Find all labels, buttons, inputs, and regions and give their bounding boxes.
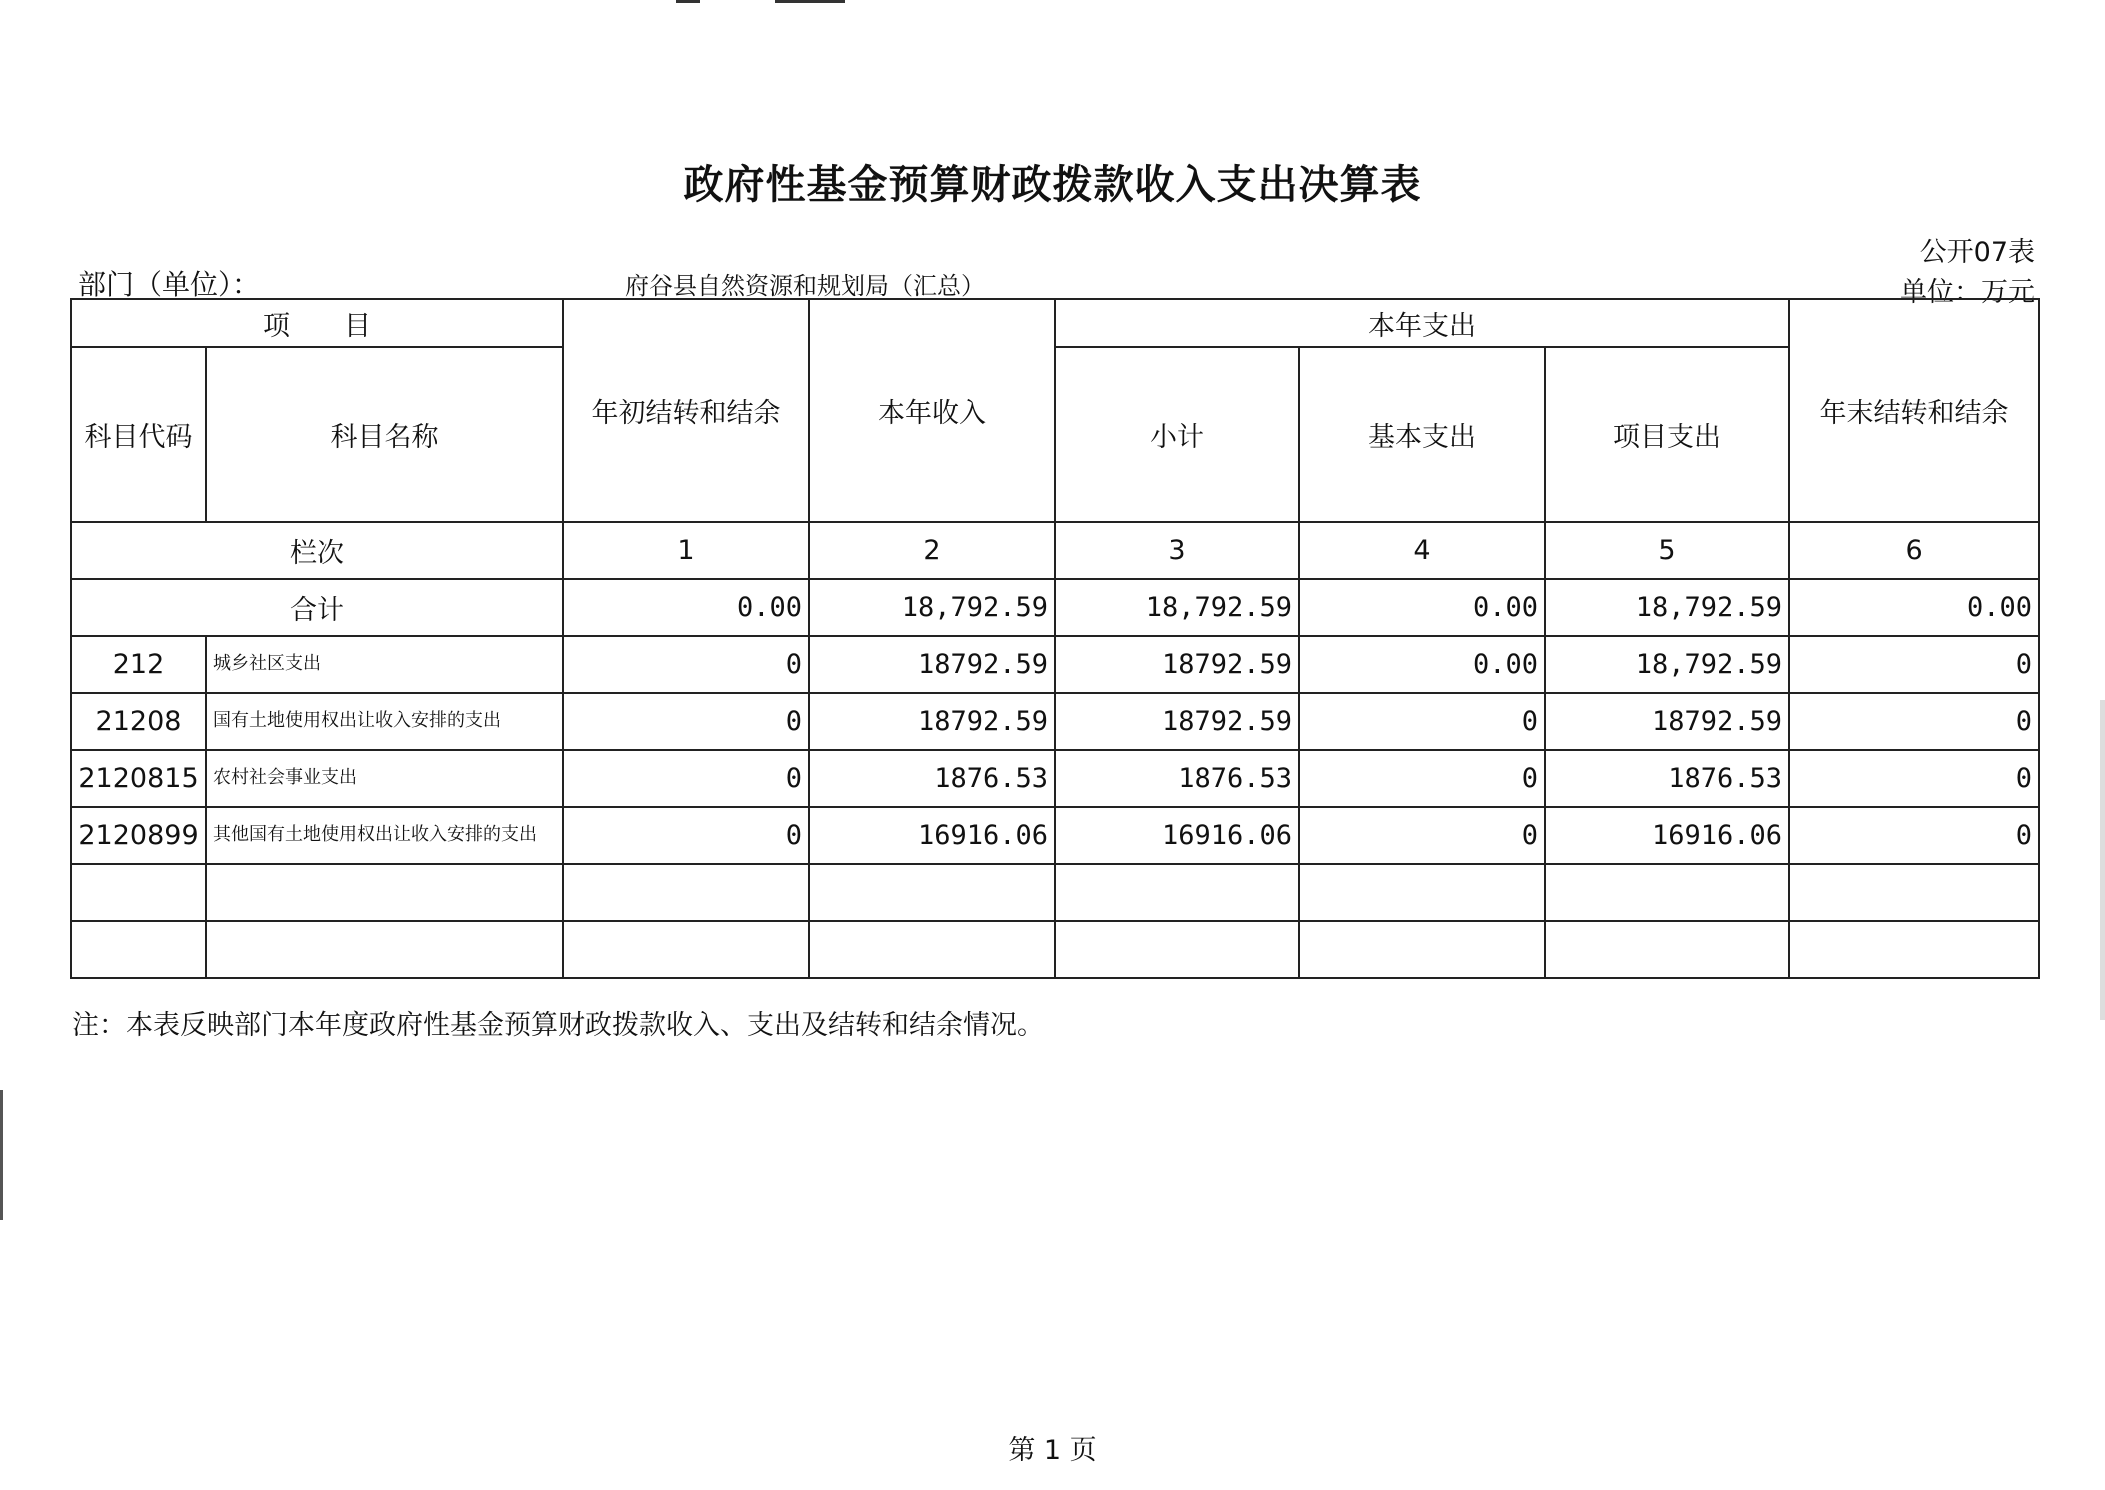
scan-mark — [676, 0, 700, 3]
row-end: 0 — [1789, 807, 2039, 864]
row-project-expense: 1876.53 — [1545, 750, 1789, 807]
scan-mark — [2100, 700, 2105, 1020]
empty-row — [71, 921, 2039, 978]
table-row — [71, 807, 2039, 864]
form-number: 公开07表 — [1919, 237, 2035, 268]
row-begin: 0 — [563, 636, 809, 693]
header-end-balance: 年末结转和结余 — [1789, 299, 2039, 522]
row-name: 其他国有土地使用权出让收入安排的支出 — [206, 807, 563, 864]
row-subtotal: 18792.59 — [1055, 636, 1299, 693]
row-end: 0 — [1789, 636, 2039, 693]
empty-row — [71, 864, 2039, 921]
report-table — [70, 298, 2040, 979]
row-name: 农村社会事业支出 — [206, 750, 563, 807]
empty-cell — [563, 864, 809, 921]
column-index: 4 — [1299, 522, 1545, 579]
row-income: 1876.53 — [809, 750, 1055, 807]
empty-cell — [1545, 864, 1789, 921]
empty-cell — [71, 921, 206, 978]
total-row — [71, 579, 2039, 636]
column-index-label: 栏次 — [71, 522, 563, 579]
empty-cell — [809, 864, 1055, 921]
total-project-expense: 18,792.59 — [1545, 579, 1789, 636]
empty-cell — [1299, 864, 1545, 921]
footnote: 注：本表反映部门本年度政府性基金预算财政拨款收入、支出及结转和结余情况。 — [72, 1010, 1044, 1041]
empty-cell — [1789, 921, 2039, 978]
row-basic: 0 — [1299, 750, 1545, 807]
row-basic: 0 — [1299, 807, 1545, 864]
empty-cell — [1789, 864, 2039, 921]
total-end: 0.00 — [1789, 579, 2039, 636]
total-subtotal: 18,792.59 — [1055, 579, 1299, 636]
row-subtotal: 1876.53 — [1055, 750, 1299, 807]
row-end: 0 — [1789, 693, 2039, 750]
table-row — [71, 636, 2039, 693]
empty-cell — [1545, 921, 1789, 978]
column-index: 6 — [1789, 522, 2039, 579]
header-project-expense: 项目支出 — [1545, 347, 1789, 522]
column-index: 5 — [1545, 522, 1789, 579]
row-end: 0 — [1789, 750, 2039, 807]
header-basic: 基本支出 — [1299, 347, 1545, 522]
row-code: 2120899 — [71, 807, 206, 864]
empty-cell — [1055, 864, 1299, 921]
row-project-expense: 18792.59 — [1545, 693, 1789, 750]
page-number: 第 1 页 — [1008, 1435, 1097, 1466]
row-begin: 0 — [563, 750, 809, 807]
scan-mark — [775, 0, 845, 3]
department-label: 部门（单位）： — [78, 268, 261, 301]
scan-mark — [0, 1090, 3, 1220]
header-income: 本年收入 — [809, 299, 1055, 522]
row-income: 18792.59 — [809, 693, 1055, 750]
empty-cell — [71, 864, 206, 921]
column-index-row — [71, 522, 2039, 579]
header-subtotal: 小计 — [1055, 347, 1299, 522]
column-index: 1 — [563, 522, 809, 579]
header-begin-balance: 年初结转和结余 — [563, 299, 809, 522]
row-basic: 0.00 — [1299, 636, 1545, 693]
row-code: 212 — [71, 636, 206, 693]
total-label: 合计 — [71, 579, 563, 636]
row-basic: 0 — [1299, 693, 1545, 750]
row-subtotal: 16916.06 — [1055, 807, 1299, 864]
row-begin: 0 — [563, 807, 809, 864]
header-project: 项 目 — [71, 299, 563, 347]
row-income: 18792.59 — [809, 636, 1055, 693]
row-project-expense: 18,792.59 — [1545, 636, 1789, 693]
total-begin: 0.00 — [563, 579, 809, 636]
table-row — [71, 693, 2039, 750]
table-row — [71, 750, 2039, 807]
row-begin: 0 — [563, 693, 809, 750]
header-code: 科目代码 — [71, 347, 206, 522]
row-subtotal: 18792.59 — [1055, 693, 1299, 750]
empty-cell — [809, 921, 1055, 978]
header-name: 科目名称 — [206, 347, 563, 522]
empty-cell — [1055, 921, 1299, 978]
empty-cell — [206, 864, 563, 921]
row-project-expense: 16916.06 — [1545, 807, 1789, 864]
row-income: 16916.06 — [809, 807, 1055, 864]
empty-cell — [563, 921, 809, 978]
header-expense: 本年支出 — [1055, 299, 1789, 347]
row-name: 国有土地使用权出让收入安排的支出 — [206, 693, 563, 750]
column-index: 3 — [1055, 522, 1299, 579]
page-title: 政府性基金预算财政拨款收入支出决算表 — [683, 162, 1422, 208]
row-name: 城乡社区支出 — [206, 636, 563, 693]
unit-label: 单位：万元 — [1900, 277, 2035, 308]
row-code: 21208 — [71, 693, 206, 750]
column-index: 2 — [809, 522, 1055, 579]
empty-cell — [206, 921, 563, 978]
department-name: 府谷县自然资源和规划局（汇总） — [625, 272, 985, 300]
empty-cell — [1299, 921, 1545, 978]
row-code: 2120815 — [71, 750, 206, 807]
total-income: 18,792.59 — [809, 579, 1055, 636]
total-basic: 0.00 — [1299, 579, 1545, 636]
